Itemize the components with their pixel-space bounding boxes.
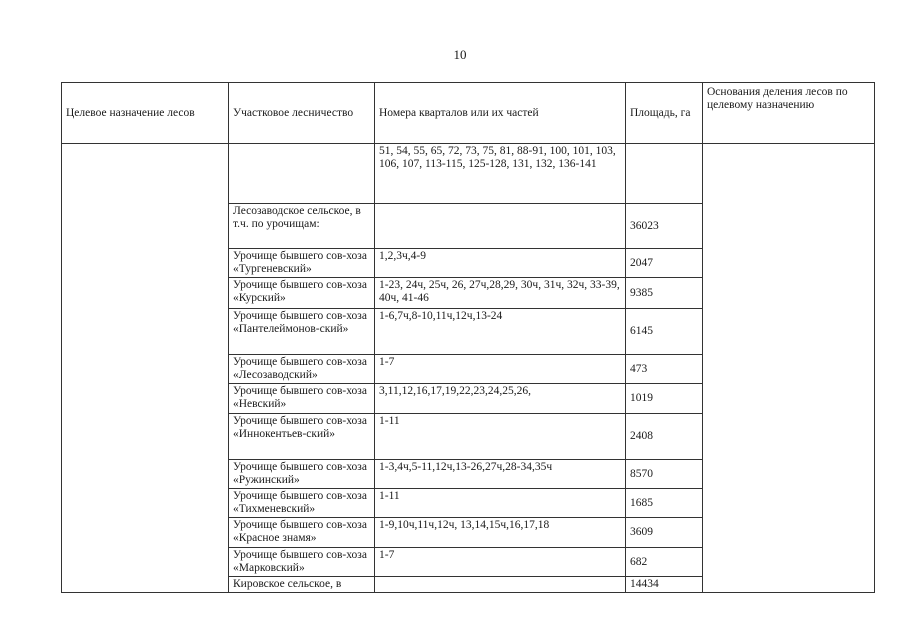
- header-basis: Основания деления лесов по целевому назначению: [703, 83, 875, 144]
- area-cell: 1019: [626, 384, 703, 414]
- forestry-cell: Урочище бывшего сов-хоза «Ружинский»: [229, 460, 375, 489]
- header-area: Площадь, га: [626, 83, 703, 144]
- forestry-cell: Урочище бывшего сов-хоза «Лесозаводский»: [229, 355, 375, 384]
- quarters-cell: 1-7: [375, 548, 626, 577]
- quarters-cell: 1-11: [375, 489, 626, 518]
- table-header-row: [62, 83, 875, 144]
- area-cell: 6145: [626, 309, 703, 355]
- area-cell: 1685: [626, 489, 703, 518]
- quarters-cell: 1,2,3ч,4-9: [375, 249, 626, 278]
- forestry-cell: Урочище бывшего сов-хоза «Марковский»: [229, 548, 375, 577]
- quarters-cell: 3,11,12,16,17,19,22,23,24,25,26,: [375, 384, 626, 414]
- quarters-cell: 51, 54, 55, 65, 72, 73, 75, 81, 88-91, 100, 101, 103, 106, 107, 113-115, 125-128, 131, 132, 136-141: [375, 144, 626, 204]
- page-number: 10: [453, 47, 467, 62]
- quarters-cell: 1-6,7ч,8-10,11ч,12ч,13-24: [375, 309, 626, 355]
- forestry-cell: Кировское сельское, в: [229, 577, 375, 593]
- header-quarters: Номера кварталов или их частей: [375, 83, 626, 144]
- area-cell: 8570: [626, 460, 703, 489]
- forestry-cell: Лесозаводское сельское, в т.ч. по урочищам:: [229, 204, 375, 249]
- forestry-cell: Урочище бывшего сов-хоза «Невский»: [229, 384, 375, 414]
- forestry-cell: Урочище бывшего сов-хоза «Красное знамя»: [229, 518, 375, 548]
- area-cell: 2408: [626, 414, 703, 460]
- area-cell: 36023: [626, 204, 703, 249]
- area-cell: 14434: [626, 577, 703, 593]
- area-cell: 3609: [626, 518, 703, 548]
- purpose-cell: [62, 144, 229, 593]
- quarters-cell: 1-23, 24ч, 25ч, 26, 27ч,28,29, 30ч, 31ч, 32ч, 33-39, 40ч, 41-46: [375, 278, 626, 309]
- forestry-cell: Урочище бывшего сов-хоза «Курский»: [229, 278, 375, 309]
- area-cell: 2047: [626, 249, 703, 278]
- area-cell: 682: [626, 548, 703, 577]
- area-cell: 473: [626, 355, 703, 384]
- forest-table: [61, 82, 875, 593]
- table-row: [62, 144, 875, 204]
- forestry-cell: [229, 144, 375, 204]
- forestry-cell: Урочище бывшего сов-хоза «Тургеневский»: [229, 249, 375, 278]
- header-forestry: Участковое лесничество: [229, 83, 375, 144]
- forestry-cell: Урочище бывшего сов-хоза «Тихменевский»: [229, 489, 375, 518]
- quarters-cell: 1-3,4ч,5-11,12ч,13-26,27ч,28-34,35ч: [375, 460, 626, 489]
- area-cell: [626, 144, 703, 204]
- basis-cell: [703, 144, 875, 593]
- quarters-cell: [375, 577, 626, 593]
- area-cell: 9385: [626, 278, 703, 309]
- quarters-cell: [375, 204, 626, 249]
- quarters-cell: 1-11: [375, 414, 626, 460]
- quarters-cell: 1-7: [375, 355, 626, 384]
- quarters-cell: 1-9,10ч,11ч,12ч, 13,14,15ч,16,17,18: [375, 518, 626, 548]
- forestry-cell: Урочище бывшего сов-хоза «Пантелеймонов-ский»: [229, 309, 375, 355]
- header-purpose: Целевое назначение лесов: [62, 83, 229, 144]
- forestry-cell: Урочище бывшего сов-хоза «Иннокентьев-ский»: [229, 414, 375, 460]
